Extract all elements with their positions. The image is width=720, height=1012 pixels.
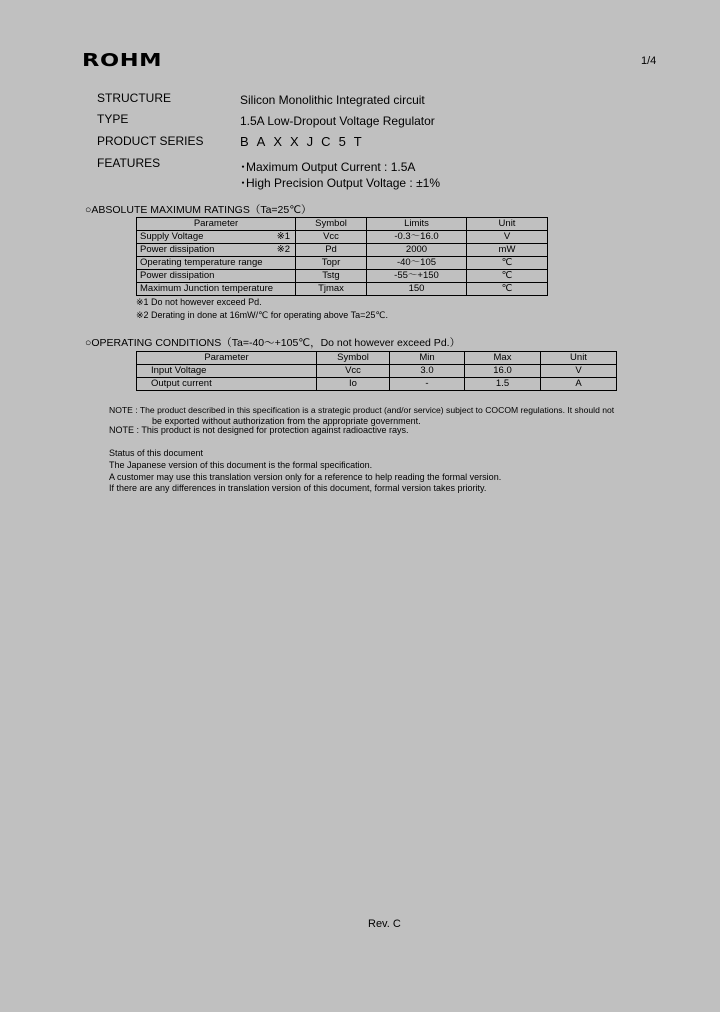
product-series-label: PRODUCT SERIES [97, 134, 204, 148]
table-row [137, 257, 548, 270]
max-cell: 16.0 [465, 365, 541, 378]
unit-cell: ℃ [467, 283, 548, 296]
footnote: ※2 Derating in done at 16mW/℃ for operating above Ta=25℃. [136, 310, 388, 320]
symbol-cell: Tjmax [296, 283, 367, 296]
header-cell: Parameter [137, 218, 296, 231]
symbol-cell: Vcc [317, 365, 390, 378]
rohm-logo: ROHM [82, 50, 163, 71]
abs-max-table [136, 217, 548, 296]
symbol-cell: Io [317, 378, 390, 391]
parameter-cell: Input Voltage [137, 365, 317, 378]
parameter-cell [137, 244, 296, 257]
parameter-cell: Output current [137, 378, 317, 391]
structure-label: STRUCTURE [97, 91, 171, 105]
status-line: A customer may use this translation version only for a reference to help reading the formal version. [109, 472, 502, 482]
note-line: be exported without authorization from the appropriate government. [152, 416, 421, 426]
table-header-row [137, 352, 617, 365]
structure-value: Silicon Monolithic Integrated circuit [240, 93, 425, 107]
parameter-cell: Maximum Junction temperature [137, 283, 296, 296]
table-row [137, 244, 548, 257]
feature-item: ･Maximum Output Current : 1.5A [240, 160, 416, 174]
table-row [137, 270, 548, 283]
limits-cell: -40～105 [367, 257, 467, 270]
footnote: ※1 Do not however exceed Pd. [136, 297, 262, 307]
parameter-text: Power dissipation [140, 244, 215, 255]
table-row [137, 365, 617, 378]
revision: Rev. C [368, 918, 401, 930]
symbol-cell: Topr [296, 257, 367, 270]
note-ref: ※1 [276, 231, 290, 242]
op-cond-table [136, 351, 617, 391]
header-cell: Limits [367, 218, 467, 231]
header-cell: Max [465, 352, 541, 365]
limits-cell: 2000 [367, 244, 467, 257]
abs-max-title: ○ABSOLUTE MAXIMUM RATINGS（Ta=25℃） [85, 204, 312, 216]
table-header-row [137, 218, 548, 231]
table-row [137, 378, 617, 391]
header-cell: Min [390, 352, 465, 365]
table-row [137, 231, 548, 244]
parameter-text: Supply Voltage [140, 231, 204, 242]
unit-cell: ℃ [467, 270, 548, 283]
parameter-cell: Operating temperature range [137, 257, 296, 270]
note-line: NOTE : This product is not designed for protection against radioactive rays. [109, 425, 409, 435]
limits-cell: -0.3～16.0 [367, 231, 467, 244]
min-cell: 3.0 [390, 365, 465, 378]
symbol-cell: Pd [296, 244, 367, 257]
header-cell: Symbol [296, 218, 367, 231]
unit-cell: V [467, 231, 548, 244]
features-label: FEATURES [97, 156, 161, 170]
status-line: If there are any differences in translation version of this document, formal version takes priority. [109, 483, 487, 493]
symbol-cell: Tstg [296, 270, 367, 283]
parameter-cell [137, 231, 296, 244]
feature-item: ･High Precision Output Voltage : ±1% [240, 176, 441, 190]
header-cell: Symbol [317, 352, 390, 365]
header-cell: Unit [541, 352, 617, 365]
parameter-cell: Power dissipation [137, 270, 296, 283]
limits-cell: -55～+150 [367, 270, 467, 283]
header-cell: Parameter [137, 352, 317, 365]
note-line: NOTE : The product described in this specification is a strategic product (and/or service) subject to COCOM regulations. It should not [109, 405, 615, 415]
unit-cell: A [541, 378, 617, 391]
unit-cell: ℃ [467, 257, 548, 270]
header-cell: Unit [467, 218, 548, 231]
note-ref: ※2 [276, 244, 290, 255]
status-heading: Status of this document [109, 448, 204, 458]
symbol-cell: Vcc [296, 231, 367, 244]
product-series-value: BAXXJC5T [240, 134, 370, 149]
type-value: 1.5A Low-Dropout Voltage Regulator [240, 114, 435, 128]
page-number: 1/4 [641, 55, 657, 67]
limits-cell: 150 [367, 283, 467, 296]
type-label: TYPE [97, 112, 129, 126]
max-cell: 1.5 [465, 378, 541, 391]
unit-cell: mW [467, 244, 548, 257]
unit-cell: V [541, 365, 617, 378]
table-row [137, 283, 548, 296]
min-cell: - [390, 378, 465, 391]
op-cond-title: ○OPERATING CONDITIONS（Ta=-40～+105℃，Do not however exceed Pd.） [85, 337, 461, 349]
status-line: The Japanese version of this document is the formal specification. [109, 460, 373, 470]
